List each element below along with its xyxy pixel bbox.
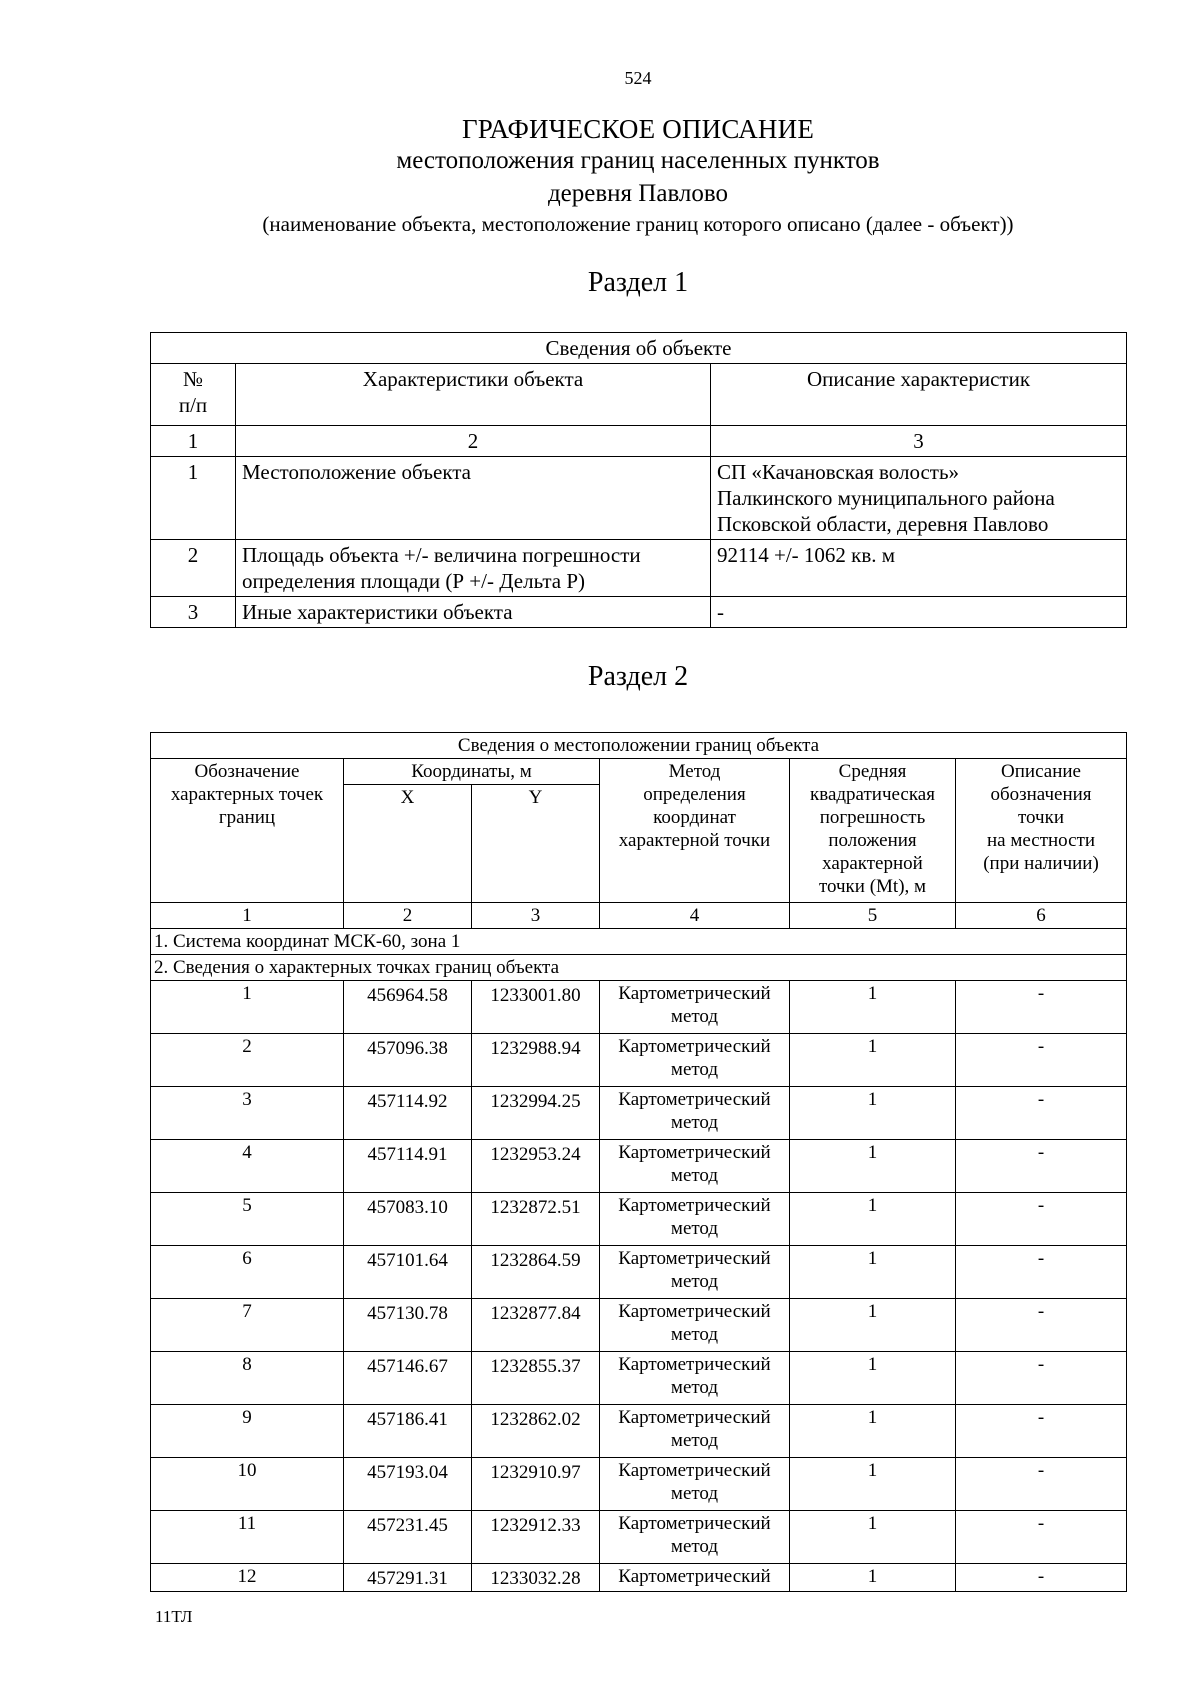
mean-error: 1: [790, 981, 956, 1034]
method: Картометрический метод: [600, 1087, 790, 1140]
table-row: [151, 1034, 1127, 1087]
coord-y: 1232877.84: [472, 1299, 600, 1352]
coord-x: 457130.78: [344, 1299, 472, 1352]
point-description: -: [956, 1511, 1127, 1564]
point-description: -: [956, 1458, 1127, 1511]
table-row: [151, 457, 1127, 540]
mean-error: 1: [790, 1352, 956, 1405]
table-row: [151, 1511, 1127, 1564]
coord-x: 457101.64: [344, 1246, 472, 1299]
column-index: 2: [344, 903, 472, 929]
characteristic-name: Иные характеристики объекта: [236, 597, 711, 628]
footer-code: 11ТЛ: [155, 1607, 193, 1626]
method: Картометрический метод: [600, 1034, 790, 1087]
point-number: 4: [151, 1140, 344, 1193]
point-description: -: [956, 1087, 1127, 1140]
column-header-x: X: [344, 785, 472, 903]
table-caption: Сведения о местоположении границ объекта: [151, 733, 1127, 759]
column-header-number: № п/п: [151, 364, 236, 426]
table-row: [151, 1458, 1127, 1511]
point-number: 1: [151, 981, 344, 1034]
point-description: -: [956, 1246, 1127, 1299]
point-number: 11: [151, 1511, 344, 1564]
mean-error: 1: [790, 1564, 956, 1592]
point-description: -: [956, 1564, 1127, 1592]
row-number: 2: [151, 540, 236, 597]
coord-y: 1232994.25: [472, 1087, 600, 1140]
table-row: [151, 597, 1127, 628]
method: Картометрический метод: [600, 1352, 790, 1405]
point-description: -: [956, 1193, 1127, 1246]
point-description: -: [956, 1352, 1127, 1405]
coord-x: 457186.41: [344, 1405, 472, 1458]
table-row: [151, 1564, 1127, 1592]
characteristic-value: СП «Качановская волость» Палкинского муниципального района Псковской области, деревня Павлово: [711, 457, 1127, 540]
point-description: -: [956, 981, 1127, 1034]
method: Картометрический метод: [600, 1299, 790, 1352]
mean-error: 1: [790, 1458, 956, 1511]
characteristic-value: -: [711, 597, 1127, 628]
coord-x: 457231.45: [344, 1511, 472, 1564]
point-description: -: [956, 1299, 1127, 1352]
mean-error: 1: [790, 1193, 956, 1246]
coord-x: 457146.67: [344, 1352, 472, 1405]
point-description: -: [956, 1140, 1127, 1193]
coord-x: 457083.10: [344, 1193, 472, 1246]
method: Картометрический метод: [600, 1140, 790, 1193]
column-index: 1: [151, 426, 236, 457]
column-header-point: Обозначение характерных точек границ: [151, 759, 344, 903]
object-name-caption: (наименование объекта, местоположение границ которого описано (далее - объект)): [262, 212, 1014, 236]
coord-y: 1232872.51: [472, 1193, 600, 1246]
method: Картометрический метод: [600, 1405, 790, 1458]
column-header-characteristics: Характеристики объекта: [236, 364, 711, 426]
mean-error: 1: [790, 1405, 956, 1458]
coord-y: 1232862.02: [472, 1405, 600, 1458]
table-row: [151, 981, 1127, 1034]
method: Картометрический: [600, 1564, 790, 1592]
table-caption: Сведения об объекте: [151, 333, 1127, 364]
mean-error: 1: [790, 1246, 956, 1299]
method: Картометрический метод: [600, 981, 790, 1034]
method: Картометрический метод: [600, 1193, 790, 1246]
column-header-description: Описание обозначения точки на местности (при наличии): [956, 759, 1127, 903]
section-1-heading: Раздел 1: [587, 267, 689, 298]
mean-error: 1: [790, 1511, 956, 1564]
mean-error: 1: [790, 1087, 956, 1140]
coord-y: 1232988.94: [472, 1034, 600, 1087]
section-2-heading: Раздел 2: [587, 661, 689, 692]
row-number: 1: [151, 457, 236, 540]
coord-y: 1233001.80: [472, 981, 600, 1034]
point-number: 8: [151, 1352, 344, 1405]
coord-y: 1232855.37: [472, 1352, 600, 1405]
column-header-description: Описание характеристик: [711, 364, 1127, 426]
mean-error: 1: [790, 1299, 956, 1352]
table-row: [151, 1140, 1127, 1193]
table-row: [151, 1246, 1127, 1299]
column-index: 4: [600, 903, 790, 929]
coordinate-system: 1. Система координат МСК-60, зона 1: [151, 929, 1127, 955]
object-info-table: [150, 332, 1127, 628]
point-description: -: [956, 1034, 1127, 1087]
point-number: 3: [151, 1087, 344, 1140]
column-header-y: Y: [472, 785, 600, 903]
column-index: 3: [472, 903, 600, 929]
column-header-coordinates: Координаты, м: [344, 759, 600, 785]
method: Картометрический метод: [600, 1511, 790, 1564]
table-row: [151, 1405, 1127, 1458]
coord-x: 456964.58: [344, 981, 472, 1034]
points-body: [151, 981, 1127, 1592]
method: Картометрический метод: [600, 1458, 790, 1511]
table-row: [151, 540, 1127, 597]
column-header-method: Метод определения координат характерной точки: [600, 759, 790, 903]
table-row: [151, 1352, 1127, 1405]
point-number: 9: [151, 1405, 344, 1458]
coord-y: 1232864.59: [472, 1246, 600, 1299]
row-number: 3: [151, 597, 236, 628]
mean-error: 1: [790, 1140, 956, 1193]
point-number: 2: [151, 1034, 344, 1087]
column-index: 6: [956, 903, 1127, 929]
point-number: 6: [151, 1246, 344, 1299]
table-row: [151, 1193, 1127, 1246]
coord-y: 1232912.33: [472, 1511, 600, 1564]
page-number: 524: [624, 68, 652, 88]
table-row: [151, 1087, 1127, 1140]
point-number: 10: [151, 1458, 344, 1511]
characteristic-name: Площадь объекта +/- величина погрешности определения площади (Р +/- Дельта Р): [236, 540, 711, 597]
coord-x: 457291.31: [344, 1564, 472, 1592]
point-number: 7: [151, 1299, 344, 1352]
coord-x: 457114.91: [344, 1140, 472, 1193]
table-row: [151, 1299, 1127, 1352]
coord-x: 457114.92: [344, 1087, 472, 1140]
point-number: 5: [151, 1193, 344, 1246]
column-index: 2: [236, 426, 711, 457]
characteristic-name: Местоположение объекта: [236, 457, 711, 540]
column-index: 5: [790, 903, 956, 929]
column-header-error: Средняя квадратическая погрешность положения характерной точки (Mt), м: [790, 759, 956, 903]
point-description: -: [956, 1405, 1127, 1458]
method: Картометрический метод: [600, 1246, 790, 1299]
column-index: 1: [151, 903, 344, 929]
document-title: ГРАФИЧЕСКОЕ ОПИСАНИЕ: [461, 114, 815, 144]
coord-y: 1232953.24: [472, 1140, 600, 1193]
coord-y: 1232910.97: [472, 1458, 600, 1511]
coord-x: 457096.38: [344, 1034, 472, 1087]
boundary-points-table: [150, 732, 1127, 1592]
document-subtitle: местоположения границ населенных пунктов: [396, 147, 880, 174]
points-caption: 2. Сведения о характерных точках границ объекта: [151, 955, 1127, 981]
characteristic-value: 92114 +/- 1062 кв. м: [711, 540, 1127, 597]
column-index: 3: [711, 426, 1127, 457]
coord-y: 1233032.28: [472, 1564, 600, 1592]
coord-x: 457193.04: [344, 1458, 472, 1511]
object-name: деревня Павлово: [547, 180, 729, 207]
point-number: 12: [151, 1564, 344, 1592]
mean-error: 1: [790, 1034, 956, 1087]
